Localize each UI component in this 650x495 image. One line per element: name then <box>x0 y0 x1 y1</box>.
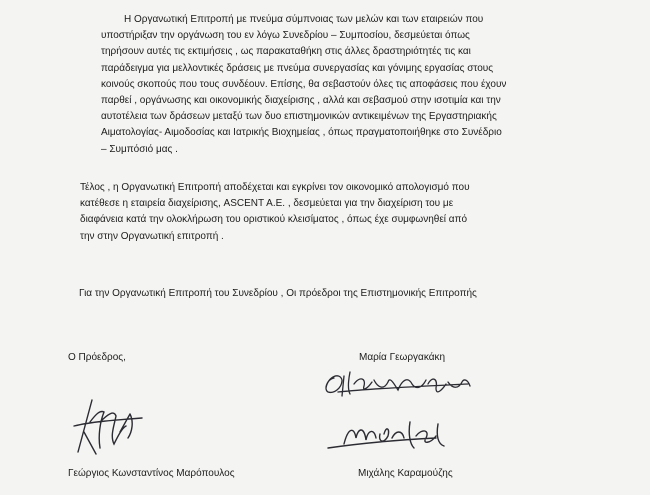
text-line: παράδειγμα για μελλοντικές δράσεις με πνεύμα συνεργασίας και γόνιμης εργασίας στους <box>101 62 494 74</box>
text-line: Αιματολογίας- Αιμοδοσίας και Ιατρικής Βιοχημείας , όπως πραγματοποιήθηκε στο Συνέδριο <box>101 127 502 139</box>
president-signature <box>70 392 150 462</box>
chair1-signature <box>318 366 478 406</box>
text-line: παρθεί , οργάνωσης και οικονομικής διαχείρισης , αλλά και σεβασμού στην ισοτιμία και την <box>101 95 501 107</box>
text-line: διαφάνεια κατά την ολοκλήρωση του οριστικού κλεισίματος , όπως έχε συμφωνηθεί από <box>80 214 468 226</box>
chair2-signature <box>326 414 476 458</box>
text-line: αυτοτέλεια των δράσεων μεταξύ των δυο επιστημονικών αντικειμένων της Εργαστηριακής <box>101 111 497 123</box>
paragraph-financial-approval <box>80 180 560 245</box>
text-line: κατέθεσε η εταιρεία διαχείρισης, ASCENT A.E. , δεσμεύεται για την διαχείριση του με <box>80 198 454 210</box>
paragraph-commitment <box>80 12 560 158</box>
chair2-name: Μιχάλης Καραμούζης <box>358 468 453 479</box>
text-line: – Συμπόσιό μας . <box>101 143 178 155</box>
president-label: Ο Πρόεδρος, <box>68 352 126 363</box>
text-line: κοινούς σκοπούς που τους συνδέουν. Επίσης, θα σεβαστούν όλες τις αποφάσεις που έχουν <box>101 78 507 90</box>
text-line: Η Οργανωτική Επιτροπή με πνεύμα σύμπνοιας των μελών και των εταιρειών που <box>124 14 484 25</box>
text-line: Για την Οργανωτική Επιτροπή του Συνεδρίου , Οι πρόεδροι της Επιστημονικής Επιτροπής <box>79 288 477 299</box>
chair1-name: Μαρία Γεωργακάκη <box>359 352 446 363</box>
president-name: Γεώργιος Κωνσταντίνος Μαρόπουλος <box>68 468 235 479</box>
closing-line <box>79 286 559 302</box>
text-line: υποστήριξαν την οργάνωση του εν λόγω Συνεδρίου – Συμποσίου, δεσμεύεται όπως <box>101 30 470 42</box>
text-line: τηρήσουν αυτές τις εκτιμήσεις , ως παρακαταθήκη στις άλλες δραστηριότητές τις και <box>101 46 471 58</box>
text-line: την στην Οργανωτική επιτροπή . <box>80 230 224 242</box>
text-line: Τέλος , η Οργανωτική Επιτροπή αποδέχεται και εγκρίνει τον οικονομικό απολογισμό που <box>80 182 470 193</box>
